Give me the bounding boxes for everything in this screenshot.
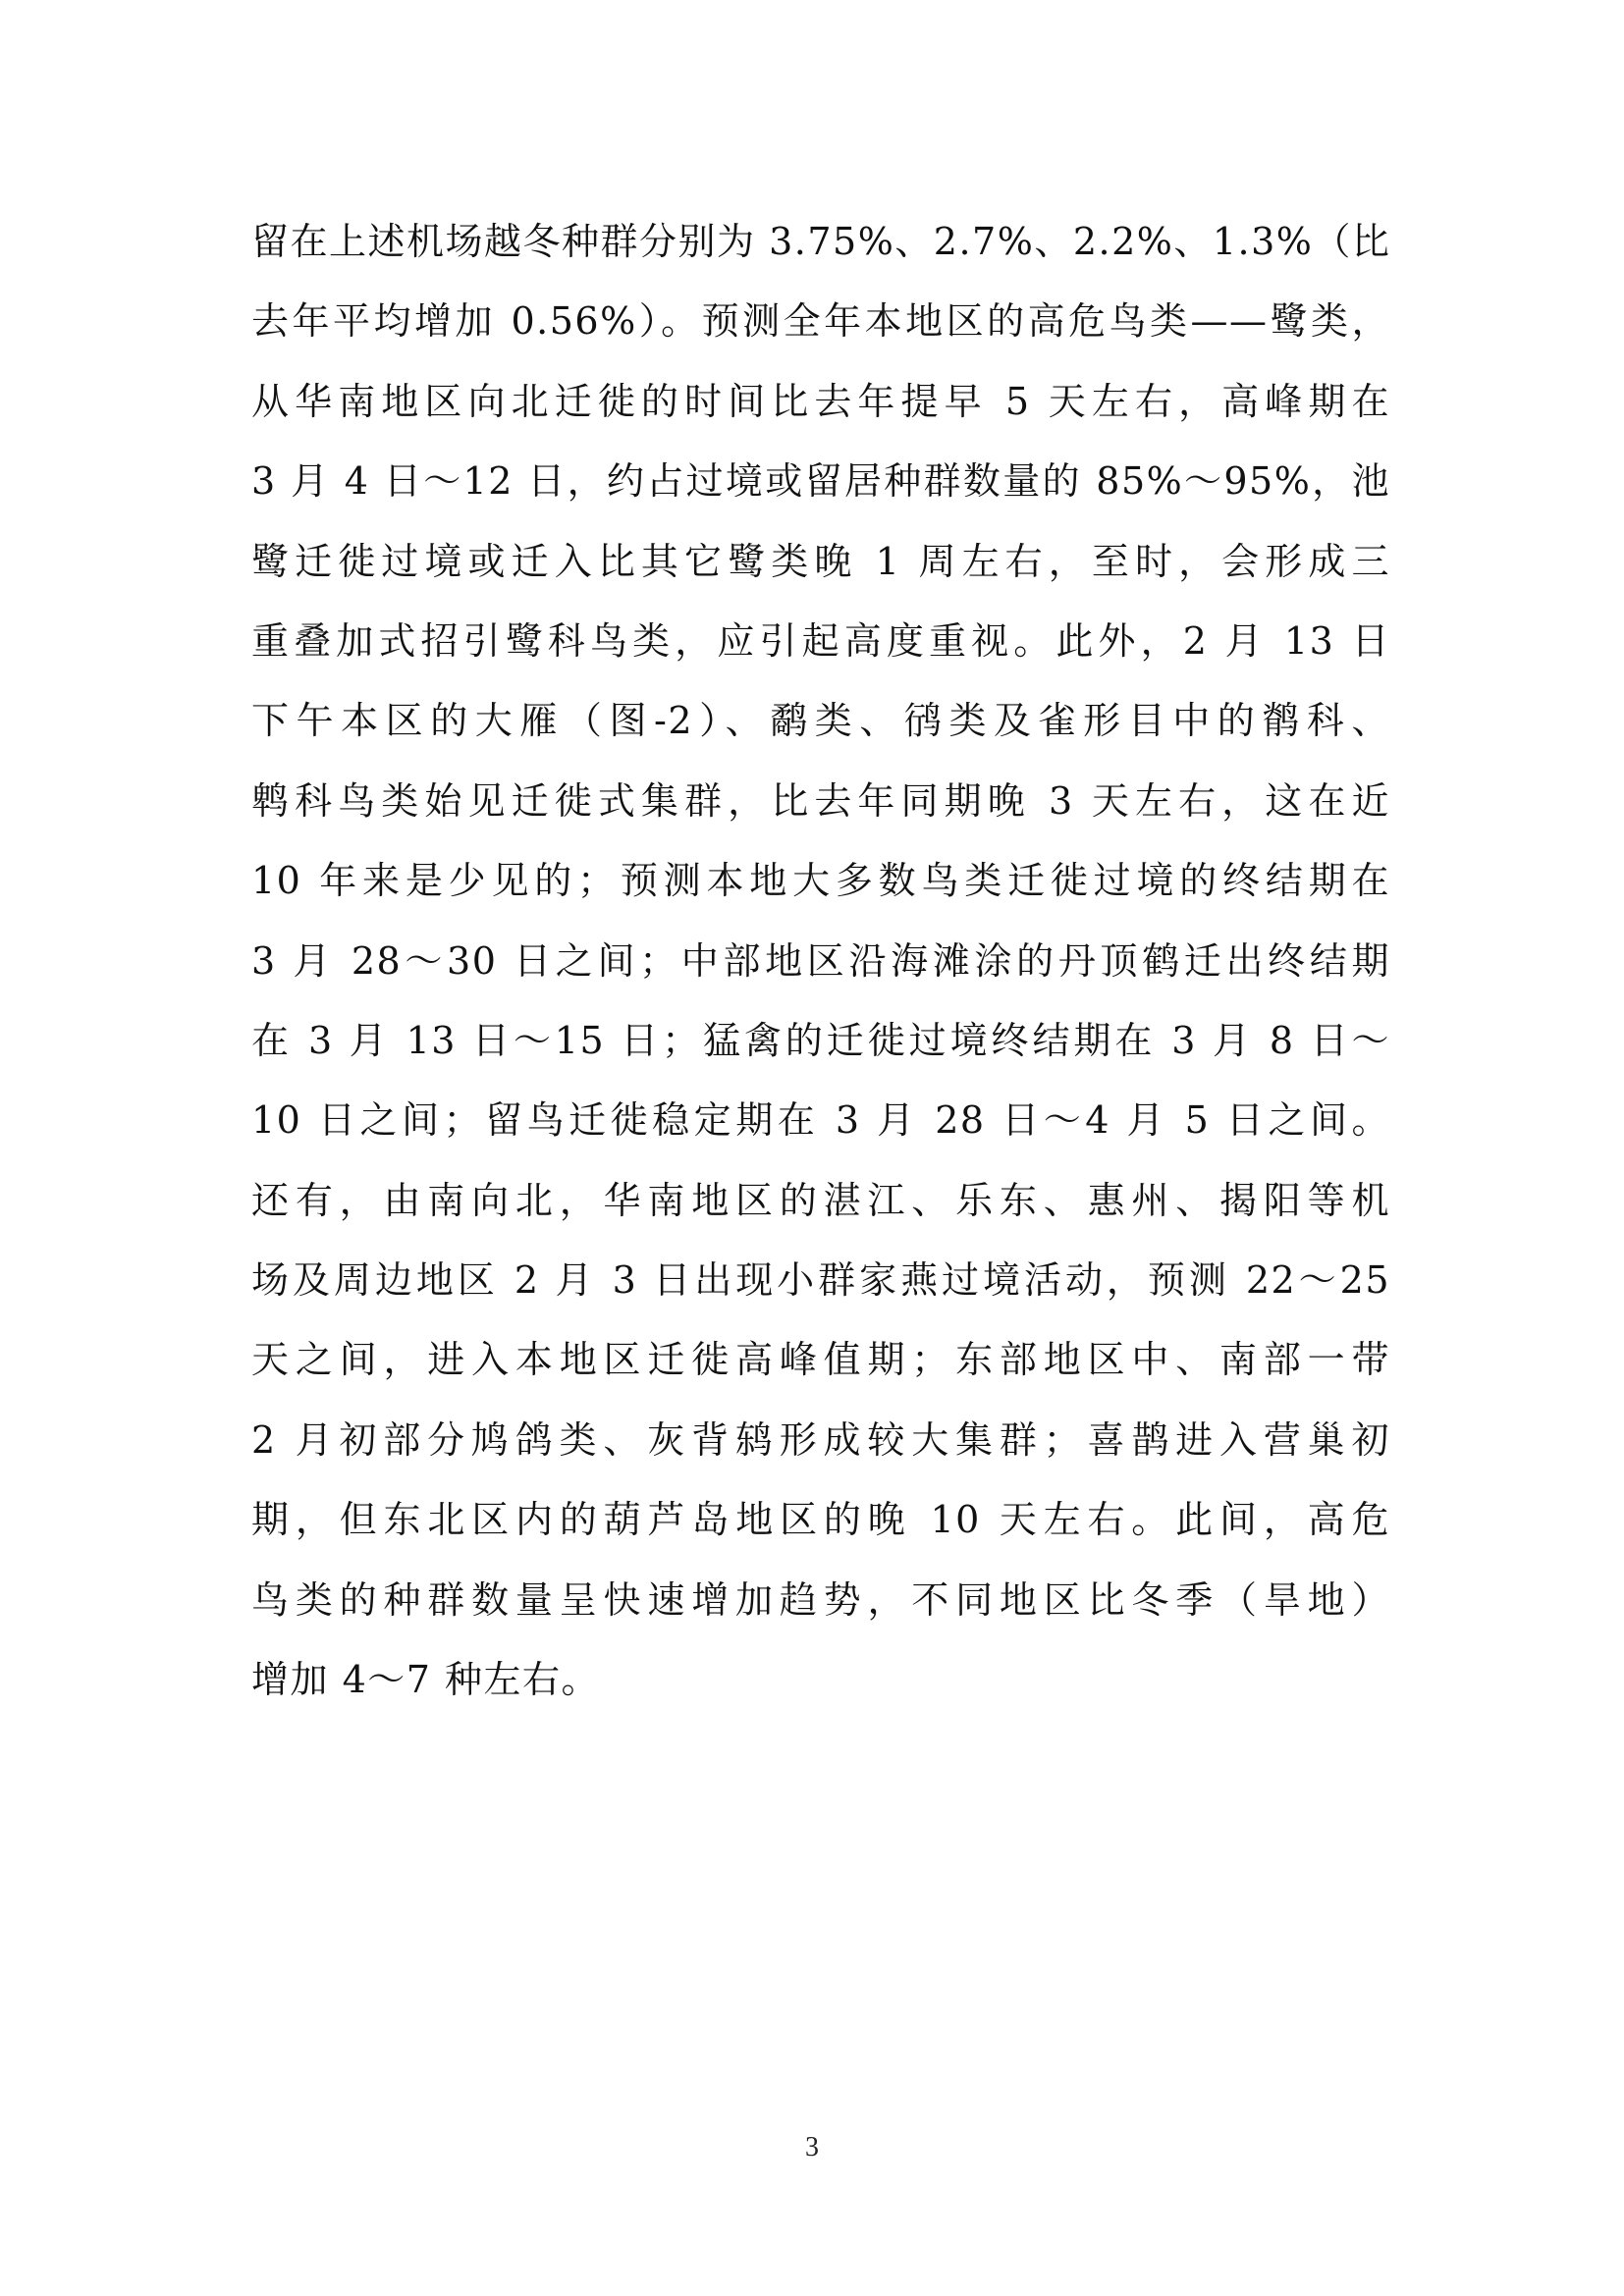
text-line: 期，但东北区内的葫芦岛地区的晚 10 天左右。此间，高危 [251, 1498, 1390, 1542]
text-line: 10 日之间；留鸟迁徙稳定期在 3 月 28 日～4 月 5 日之间。 [251, 1098, 1390, 1143]
text-line: 留在上述机场越冬种群分别为 3.75%、2.7%、2.2%、1.3%（比 [251, 220, 1391, 263]
text-line: 3 月 4 日～12 日，约占过境或留居种群数量的 85%～95%，池 [251, 459, 1390, 504]
text-line: 3 月 28～30 日之间；中部地区沿海滩涂的丹顶鹤迁出终结期 [251, 938, 1390, 983]
text-line-last: 增加 4～7 种左右。 [251, 1658, 601, 1702]
page-number: 3 [805, 2132, 819, 2163]
text-line: 场及周边地区 2 月 3 日出现小群家燕过境活动，预测 22～25 [251, 1258, 1390, 1303]
text-line: 鹎科鸟类始见迁徙式集群，比去年同期晚 3 天左右，这在近 [251, 778, 1390, 823]
text-line: 重叠加式招引鹭科鸟类，应引起高度重视。此外，2 月 13 日 [251, 618, 1390, 663]
text-line: 在 3 月 13 日～15 日；猛禽的迁徙过境终结期在 3 月 8 日～ [251, 1018, 1390, 1062]
text-line: 鸟类的种群数量呈快速增加趋势，不同地区比冬季（旱地） [251, 1577, 1390, 1622]
text-line: 还有，由南向北，华南地区的湛江、乐东、惠州、揭阳等机 [251, 1178, 1390, 1222]
text-line: 从华南地区向北迁徙的时间比去年提早 5 天左右，高峰期在 [251, 379, 1390, 423]
text-line: 2 月初部分鸠鸽类、灰背鸫形成较大集群；喜鹊进入营巢初 [251, 1417, 1390, 1462]
text-line: 去年平均增加 0.56%）。预测全年本地区的高危鸟类——鹭类， [251, 299, 1390, 344]
text-line: 天之间，进入本地区迁徙高峰值期；东部地区中、南部一带 [251, 1338, 1390, 1382]
body-paragraph [251, 202, 1390, 1720]
text-line: 10 年来是少见的；预测本地大多数鸟类迁徙过境的终结期在 [251, 859, 1390, 903]
text-line: 下午本区的大雁（图-2）、鹬类、鸻类及雀形目中的鹡科、 [251, 699, 1390, 743]
text-line: 鹭迁徙过境或迁入比其它鹭类晚 1 周左右，至时，会形成三 [251, 539, 1390, 583]
